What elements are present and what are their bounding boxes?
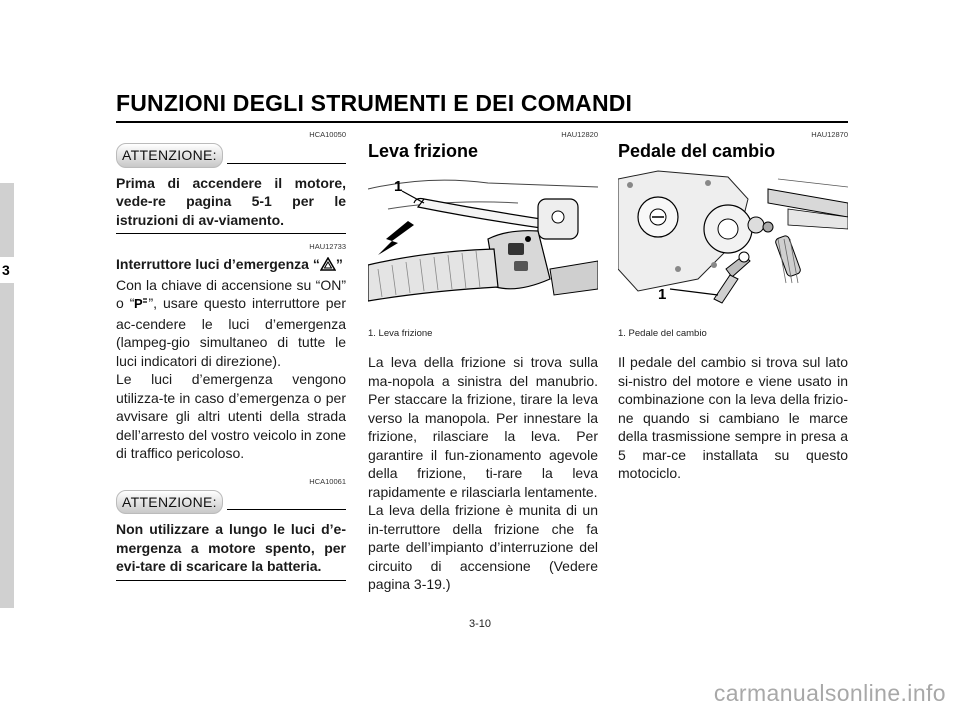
hazard-para1-pre: Con la chiave di accensione su “ON” o “ [116,276,346,311]
clutch-callout-number: 1 [394,177,403,195]
clutch-paragraph-1: La leva della frizione si trova sulla ma-nopola a sinistra del manubrio. Per staccare la frizione, tirare la leva verso la manopola. Per innestare la frizione, rilasciare la leva. Per garantire il fun-zionamento agevole della frizione, ti-rare la leva rapidamente e rilasciarla lentamente. [368,354,598,500]
warning-text: Prima di accendere il motore, vede-re pagina 5-1 per le istruzioni di av-viamento. [116,174,346,228]
clutch-lever-figure [368,169,598,319]
warning-end-rule [116,580,346,581]
figure-caption: 1. Leva frizione [368,327,433,339]
hazard-triangle-icon [320,257,336,276]
hazard-heading-close: ” [335,256,343,272]
parking-key-icon [134,296,148,315]
warning-label: ATTENZIONE: [116,143,223,168]
page-number: 3-10 [468,618,492,630]
warning-rule [227,493,346,510]
clutch-paragraph-2: La leva della frizione è munita di un in-terruttore della frizione che fa parte dell’impianto d’interruzione del circuito di accensione (Vedere pagina 3-19.) [368,502,598,592]
ref-code: HCA10061 [309,476,346,486]
column-middle [368,130,598,594]
ref-code: HAU12820 [561,130,598,139]
warning-rule [227,147,346,164]
section-heading-hazard [116,255,346,276]
hazard-heading-text: Interruttore luci d’emergenza “ [116,256,320,272]
column-left [116,130,346,581]
warning-end-rule [116,233,346,234]
shift-callout-number: 1 [658,285,667,303]
shift-pedal-illustration [618,169,848,319]
ref-code: HCA10050 [309,130,346,139]
hazard-paragraph-1 [116,276,346,371]
chapter-number: 3 [2,262,10,278]
warning-label: ATTENZIONE: [116,490,223,515]
hazard-para1-post: ”, usare questo interruttore per ac-cendere le luci d’emergenza (lampeg-gio simultaneo di tutte le luci indicatori di direzione). [116,295,346,369]
clutch-lever-illustration [368,169,598,319]
warning-text: Non utilizzare a lungo le luci d’e-mergenza a motore spento, per evi-tare di scaricare la batteria. [116,521,346,574]
figure-caption: 1. Pedale del cambio [618,327,707,339]
warning-header [116,490,346,515]
svg-text:P: P [134,296,144,310]
shift-paragraph-1: Il pedale del cambio si trova sul lato si-nistro del motore e viene usato in combinazione con la leva della frizio-ne quando si cambiano le marce della trasmissione sempre in presa a 5 mar-ce installata su questo motociclo. [618,354,848,481]
page-title: FUNZIONI DEGLI STRUMENTI E DEI COMANDI [116,90,633,116]
watermark: carmanualsonline.info [713,680,946,706]
page-header [116,90,848,123]
section-title-shift: Pedale del cambio [618,141,776,161]
column-right [618,130,848,483]
section-title-clutch: Leva frizione [368,141,479,161]
chapter-tab [0,183,14,608]
ref-code: HAU12870 [811,130,848,139]
hazard-paragraph-2: Le luci d’emergenza vengono utilizza-te in caso d’emergenza o per avvisare gli altri utenti della strada dell’arresto del vostro veicolo in zone di traffico pericoloso. [116,371,346,461]
shift-pedal-figure [618,169,848,319]
ref-code: HAU12733 [309,242,346,251]
warning-header [116,143,346,168]
